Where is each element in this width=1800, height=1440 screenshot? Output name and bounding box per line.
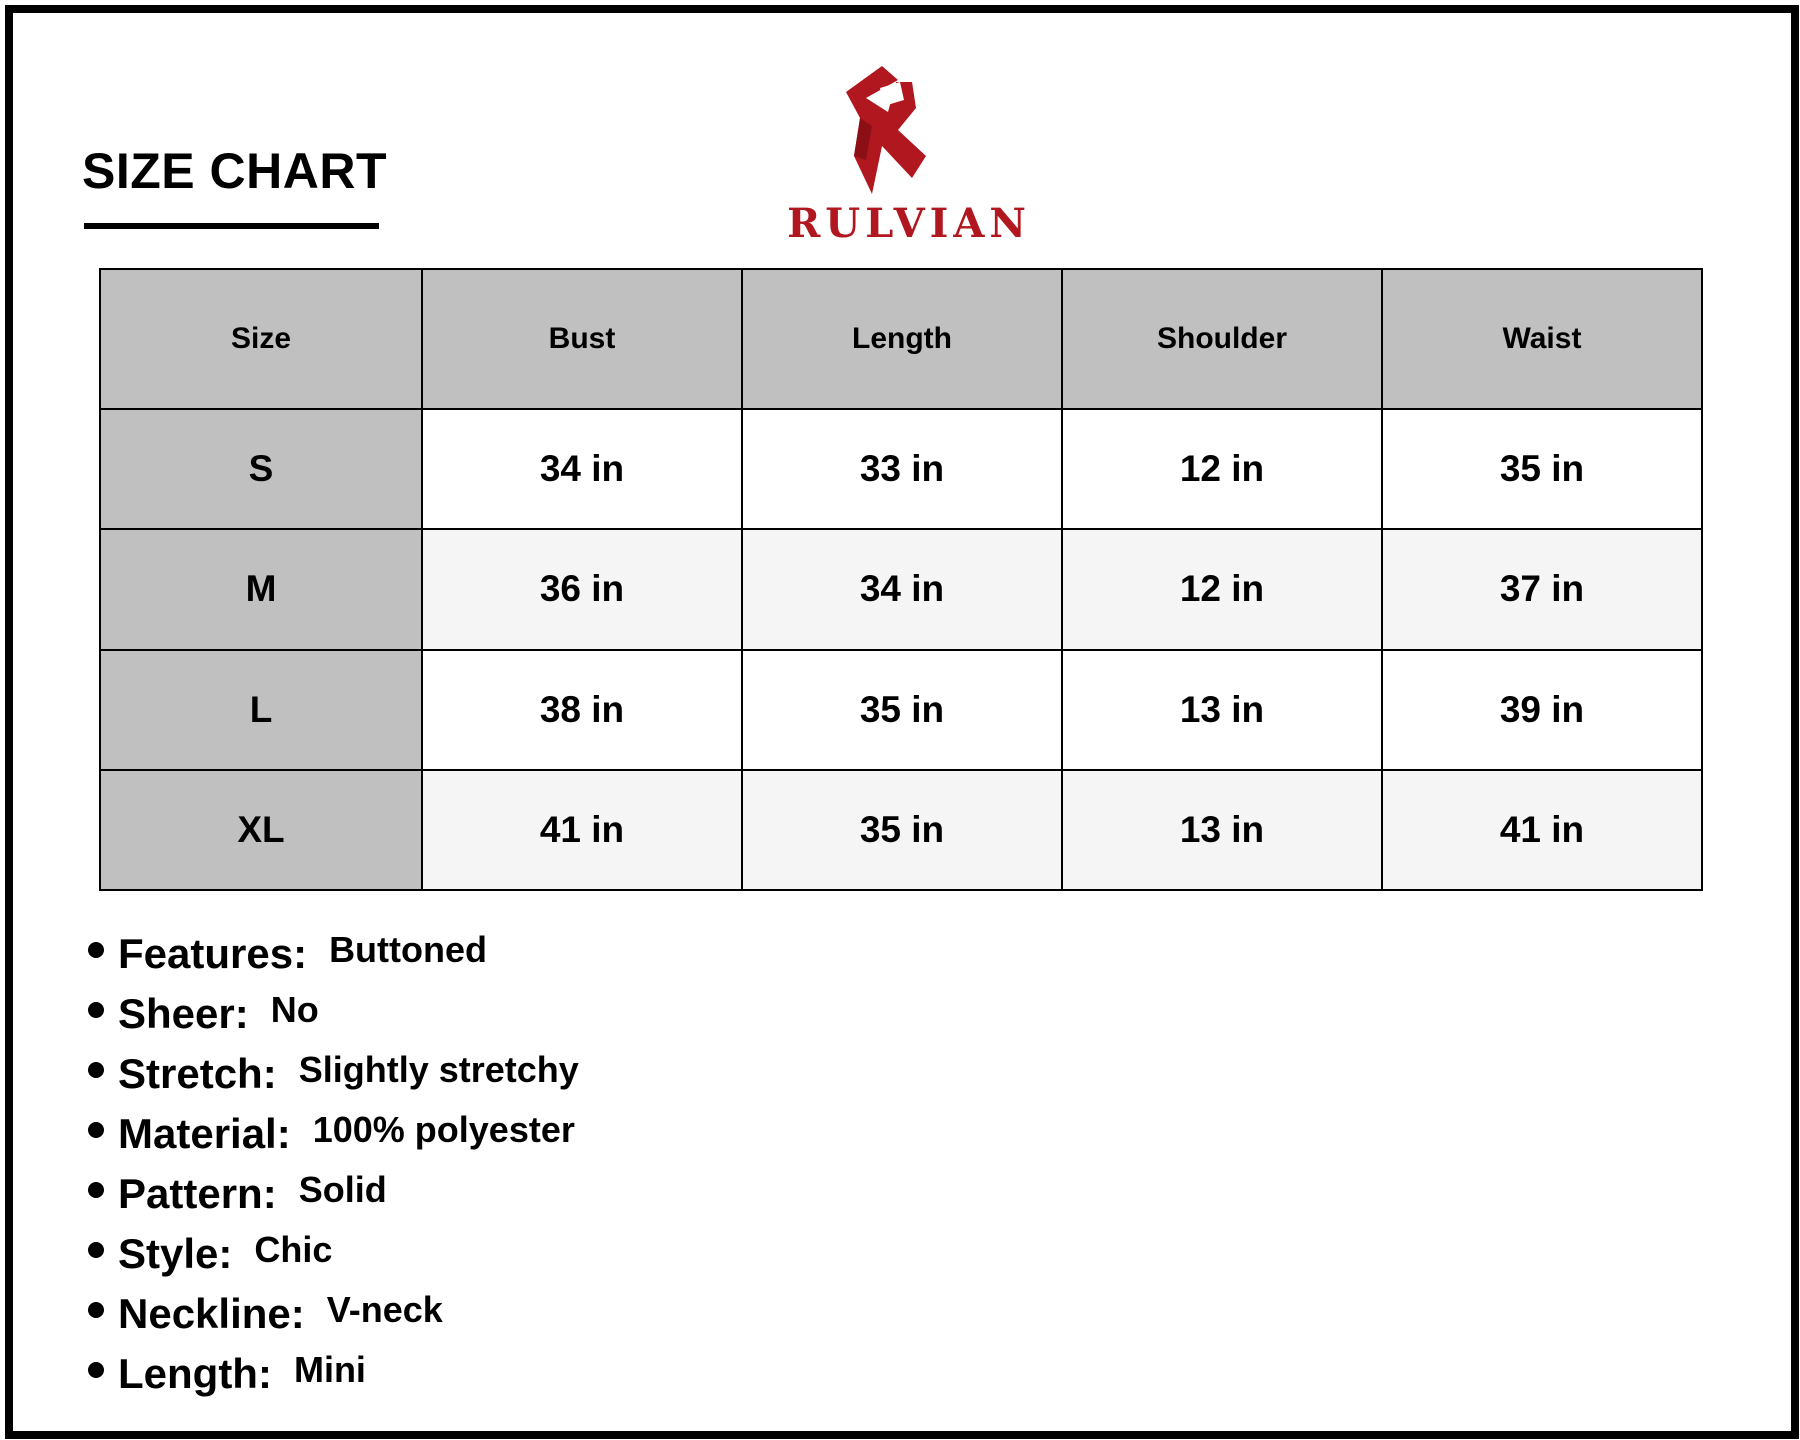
size-cell: S	[100, 409, 422, 529]
size-table	[99, 268, 1703, 891]
column-header-shoulder: Shoulder	[1062, 269, 1382, 409]
size-cell: XL	[100, 770, 422, 890]
bust-cell: 38 in	[422, 650, 742, 770]
page-title: SIZE CHART	[82, 143, 387, 199]
detail-value: Buttoned	[329, 929, 488, 970]
detail-label: Features:	[118, 930, 308, 977]
length-cell: 34 in	[742, 529, 1062, 649]
waist-cell: 39 in	[1382, 650, 1702, 770]
table-header-row	[100, 269, 1702, 409]
bust-cell: 36 in	[422, 529, 742, 649]
detail-label: Neckline:	[118, 1290, 305, 1337]
shoulder-cell: 12 in	[1062, 529, 1382, 649]
length-cell: 35 in	[742, 770, 1062, 890]
detail-item-neckline	[88, 1290, 579, 1350]
column-header-waist: Waist	[1382, 269, 1702, 409]
table-row	[100, 529, 1702, 649]
detail-item-pattern	[88, 1170, 579, 1230]
waist-cell: 41 in	[1382, 770, 1702, 890]
title-underline	[84, 223, 379, 229]
bullet-icon	[88, 942, 104, 958]
detail-value: Mini	[293, 1349, 366, 1390]
detail-item-style	[88, 1230, 579, 1290]
table-row	[100, 770, 1702, 890]
length-cell: 35 in	[742, 650, 1062, 770]
bust-cell: 41 in	[422, 770, 742, 890]
waist-cell: 37 in	[1382, 529, 1702, 649]
size-cell: M	[100, 529, 422, 649]
product-details-list	[88, 930, 579, 1410]
detail-value: V-neck	[326, 1289, 443, 1330]
bullet-icon	[88, 1362, 104, 1378]
detail-item-sheer	[88, 990, 579, 1050]
column-header-size: Size	[100, 269, 422, 409]
table-row	[100, 409, 1702, 529]
detail-item-material	[88, 1110, 579, 1170]
bullet-icon	[88, 1002, 104, 1018]
detail-value: 100% polyester	[312, 1109, 575, 1150]
detail-value: Slightly stretchy	[298, 1049, 579, 1090]
detail-item-stretch	[88, 1050, 579, 1110]
brand-name: RULVIAN	[787, 200, 1031, 247]
shoulder-cell: 13 in	[1062, 770, 1382, 890]
table-row	[100, 650, 1702, 770]
detail-label: Material:	[118, 1110, 291, 1157]
bullet-icon	[88, 1242, 104, 1258]
detail-value: Solid	[298, 1169, 387, 1210]
rulvian-r-logo-icon	[830, 60, 970, 200]
bullet-icon	[88, 1302, 104, 1318]
detail-item-features	[88, 930, 579, 990]
column-header-length: Length	[742, 269, 1062, 409]
detail-label: Sheer:	[118, 990, 249, 1037]
size-cell: L	[100, 650, 422, 770]
shoulder-cell: 13 in	[1062, 650, 1382, 770]
shoulder-cell: 12 in	[1062, 409, 1382, 529]
length-cell: 33 in	[742, 409, 1062, 529]
bust-cell: 34 in	[422, 409, 742, 529]
detail-label: Length:	[118, 1350, 272, 1397]
detail-label: Style:	[118, 1230, 233, 1277]
bullet-icon	[88, 1122, 104, 1138]
detail-item-length	[88, 1350, 579, 1410]
column-header-bust: Bust	[422, 269, 742, 409]
detail-value: Chic	[254, 1229, 333, 1270]
detail-label: Stretch:	[118, 1050, 277, 1097]
bullet-icon	[88, 1182, 104, 1198]
waist-cell: 35 in	[1382, 409, 1702, 529]
detail-label: Pattern:	[118, 1170, 277, 1217]
detail-value: No	[270, 989, 319, 1030]
bullet-icon	[88, 1062, 104, 1078]
